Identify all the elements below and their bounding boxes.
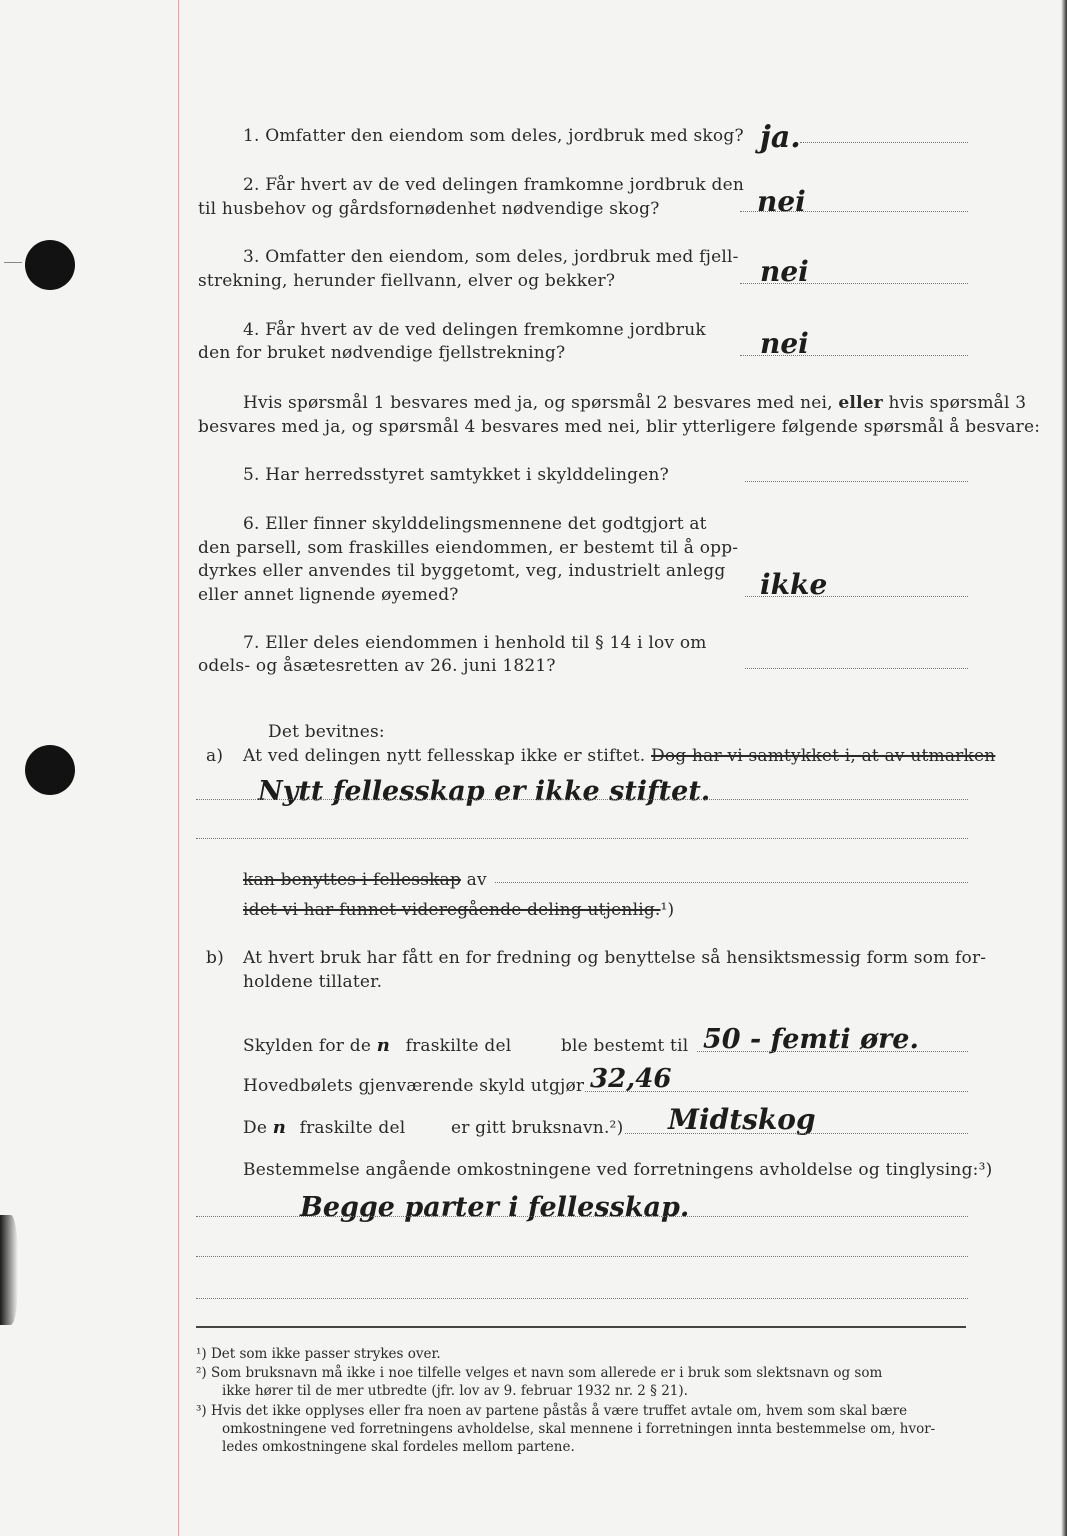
bruksnavn-line <box>243 1118 623 1138</box>
skyld-prefix: Skylden for de <box>243 1036 372 1056</box>
de-struck: n <box>272 1117 286 1138</box>
scan-mark <box>4 262 22 263</box>
instruction-line-2: besvares med ja, og spørsmål 4 besvares med nei, blir ytterligere følgende spørsmål å besvare: <box>198 417 1041 437</box>
footnote-3-line-1: ³) Hvis det ikke opplyses eller fra noen av partene påstås å være truffet avtale om, hvem som skal bære <box>196 1403 908 1419</box>
attest-struck-text: idet vi har funnet videregående deling utjenlig. <box>243 900 661 920</box>
question-6-line-3: dyrkes eller anvendes til byggetomt, veg, industrielt anlegg <box>198 561 726 581</box>
bestemmelse-label: Bestemmelse angående omkostningene ved forretningens avholdelse og tinglysing:³) <box>243 1160 993 1180</box>
footnote-3-line-2: omkostningene ved forretningens avholdelse, skal mennene i forretningen innta bestemmelse om, hvor- <box>222 1421 936 1437</box>
skyld-suffix: ble bestemt til <box>560 1036 689 1056</box>
footnote-1: ¹) Det som ikke passer strykes over. <box>196 1346 441 1362</box>
answer-6: ikke <box>760 568 828 601</box>
answer-3: nei <box>760 255 809 288</box>
bestemmelse-line-2 <box>196 1256 968 1257</box>
hoved-value-line <box>585 1091 968 1092</box>
question-2-line-1: 2. Får hvert av de ved delingen framkomne jordbruk den <box>243 175 745 195</box>
question-7-line-1: 7. Eller deles eiendommen i henhold til § 14 i lov om <box>243 633 707 653</box>
de-mid: fraskilte del <box>299 1118 406 1138</box>
answer-4: nei <box>760 327 809 360</box>
answer-2: nei <box>757 185 806 218</box>
instruction-text: hvis spørsmål 3 <box>888 393 1027 413</box>
instruction-text: Hvis spørsmål 1 besvares med ja, og spørsmål 2 besvares med nei, <box>243 393 833 413</box>
question-3-line-2: strekning, herunder fiellvann, elver og bekker? <box>198 271 616 291</box>
margin-line <box>178 0 179 1536</box>
attest-b-line-1: At hvert bruk har fått en for fredning og benyttelse så hensiktsmessig form som for- <box>243 948 987 968</box>
answer-4-line <box>740 355 968 356</box>
instruction-bold: eller <box>838 393 883 413</box>
question-6-line-4: eller annet lignende øyemed? <box>198 585 459 605</box>
question-5: 5. Har herredsstyret samtykket i skylddelingen? <box>243 465 669 485</box>
binding-mark <box>0 1215 18 1325</box>
attest-struck-line-2 <box>243 900 674 920</box>
de-suffix: er gitt bruksnavn.²) <box>450 1118 624 1138</box>
answer-7-line <box>745 668 968 669</box>
answer-2-line <box>740 211 968 212</box>
de-prefix: De <box>243 1118 268 1138</box>
attest-heading: Det bevitnes: <box>268 722 385 742</box>
answer-1: ja. <box>760 120 801 155</box>
answer-6-line <box>745 596 968 597</box>
instruction-line-1 <box>243 393 1026 413</box>
attest-b-line-2: holdene tillater. <box>243 972 383 992</box>
attest-a-label: a) <box>206 746 224 766</box>
attest-a-struck: Dog har vi samtykket i, at av utmarken <box>651 746 996 766</box>
bestemmelse-line-3 <box>196 1298 968 1299</box>
attest-b-label: b) <box>206 948 224 968</box>
attest-a-line-1 <box>196 799 968 800</box>
skyld-mid: fraskilte del <box>405 1036 512 1056</box>
page-edge-shadow <box>1061 0 1067 1536</box>
footnote-2-line-2: ikke hører til de mer utbredte (jfr. lov av 9. februar 1932 nr. 2 § 21). <box>222 1383 688 1399</box>
answer-5-line <box>745 481 968 482</box>
attest-a-line-2 <box>196 838 968 839</box>
footnote-ref: ¹) <box>660 900 675 920</box>
bestemmelse-line-1 <box>196 1216 968 1217</box>
attest-struck-text: kan benyttes i fellesskap <box>243 870 462 890</box>
attest-a-text: At ved delingen nytt fellesskap ikke er stiftet. <box>243 746 646 766</box>
question-1: 1. Omfatter den eiendom som deles, jordbruk med skog? <box>243 126 744 146</box>
attest-a-handwritten: Nytt fellesskap er ikke stiftet. <box>258 776 711 807</box>
attest-a-line <box>243 746 995 766</box>
hoved-label: Hovedbølets gjenværende skyld utgjør <box>243 1076 585 1096</box>
question-7-line-2: odels- og åsætesretten av 26. juni 1821? <box>198 656 556 676</box>
bruksnavn-value: Midtskog <box>668 1103 816 1136</box>
skyld-line <box>243 1036 688 1056</box>
question-4-line-1: 4. Får hvert av de ved delingen fremkomne jordbruk <box>243 320 706 340</box>
skyld-struck: n <box>376 1035 390 1056</box>
question-4-line-2: den for bruket nødvendige fjellstrekning? <box>198 343 566 363</box>
question-6-line-2: den parsell, som fraskilles eiendommen, er bestemt til å opp- <box>198 538 739 558</box>
skyld-value: 50 - femti øre. <box>703 1024 919 1055</box>
question-6-line-1: 6. Eller finner skylddelingsmennene det godtgjort at <box>243 514 707 534</box>
question-2-line-2: til husbehov og gårdsfornødenhet nødvendige skog? <box>198 199 660 219</box>
attest-av: av <box>466 870 487 890</box>
bestemmelse-value: Begge parter i fellesskap. <box>300 1192 690 1223</box>
attest-struck-line-1 <box>243 870 487 890</box>
question-3-line-1: 3. Omfatter den eiendom, som deles, jordbruk med fjell- <box>243 247 739 267</box>
attest-av-line <box>495 882 968 883</box>
answer-3-line <box>740 283 968 284</box>
footnote-2-line-1: ²) Som bruksnavn må ikke i noe tilfelle velges et navn som allerede er i bruk som slektsnavn og som <box>196 1365 883 1381</box>
skyld-value-line <box>697 1051 968 1052</box>
hoved-value: 32,46 <box>590 1064 672 1094</box>
footnote-rule <box>196 1326 966 1328</box>
punch-hole <box>25 745 75 795</box>
punch-hole <box>25 240 75 290</box>
answer-1-line <box>800 142 968 143</box>
footnote-3-line-3: ledes omkostningene skal fordeles mellom partene. <box>222 1439 575 1455</box>
bruksnavn-line-dots <box>625 1133 968 1134</box>
